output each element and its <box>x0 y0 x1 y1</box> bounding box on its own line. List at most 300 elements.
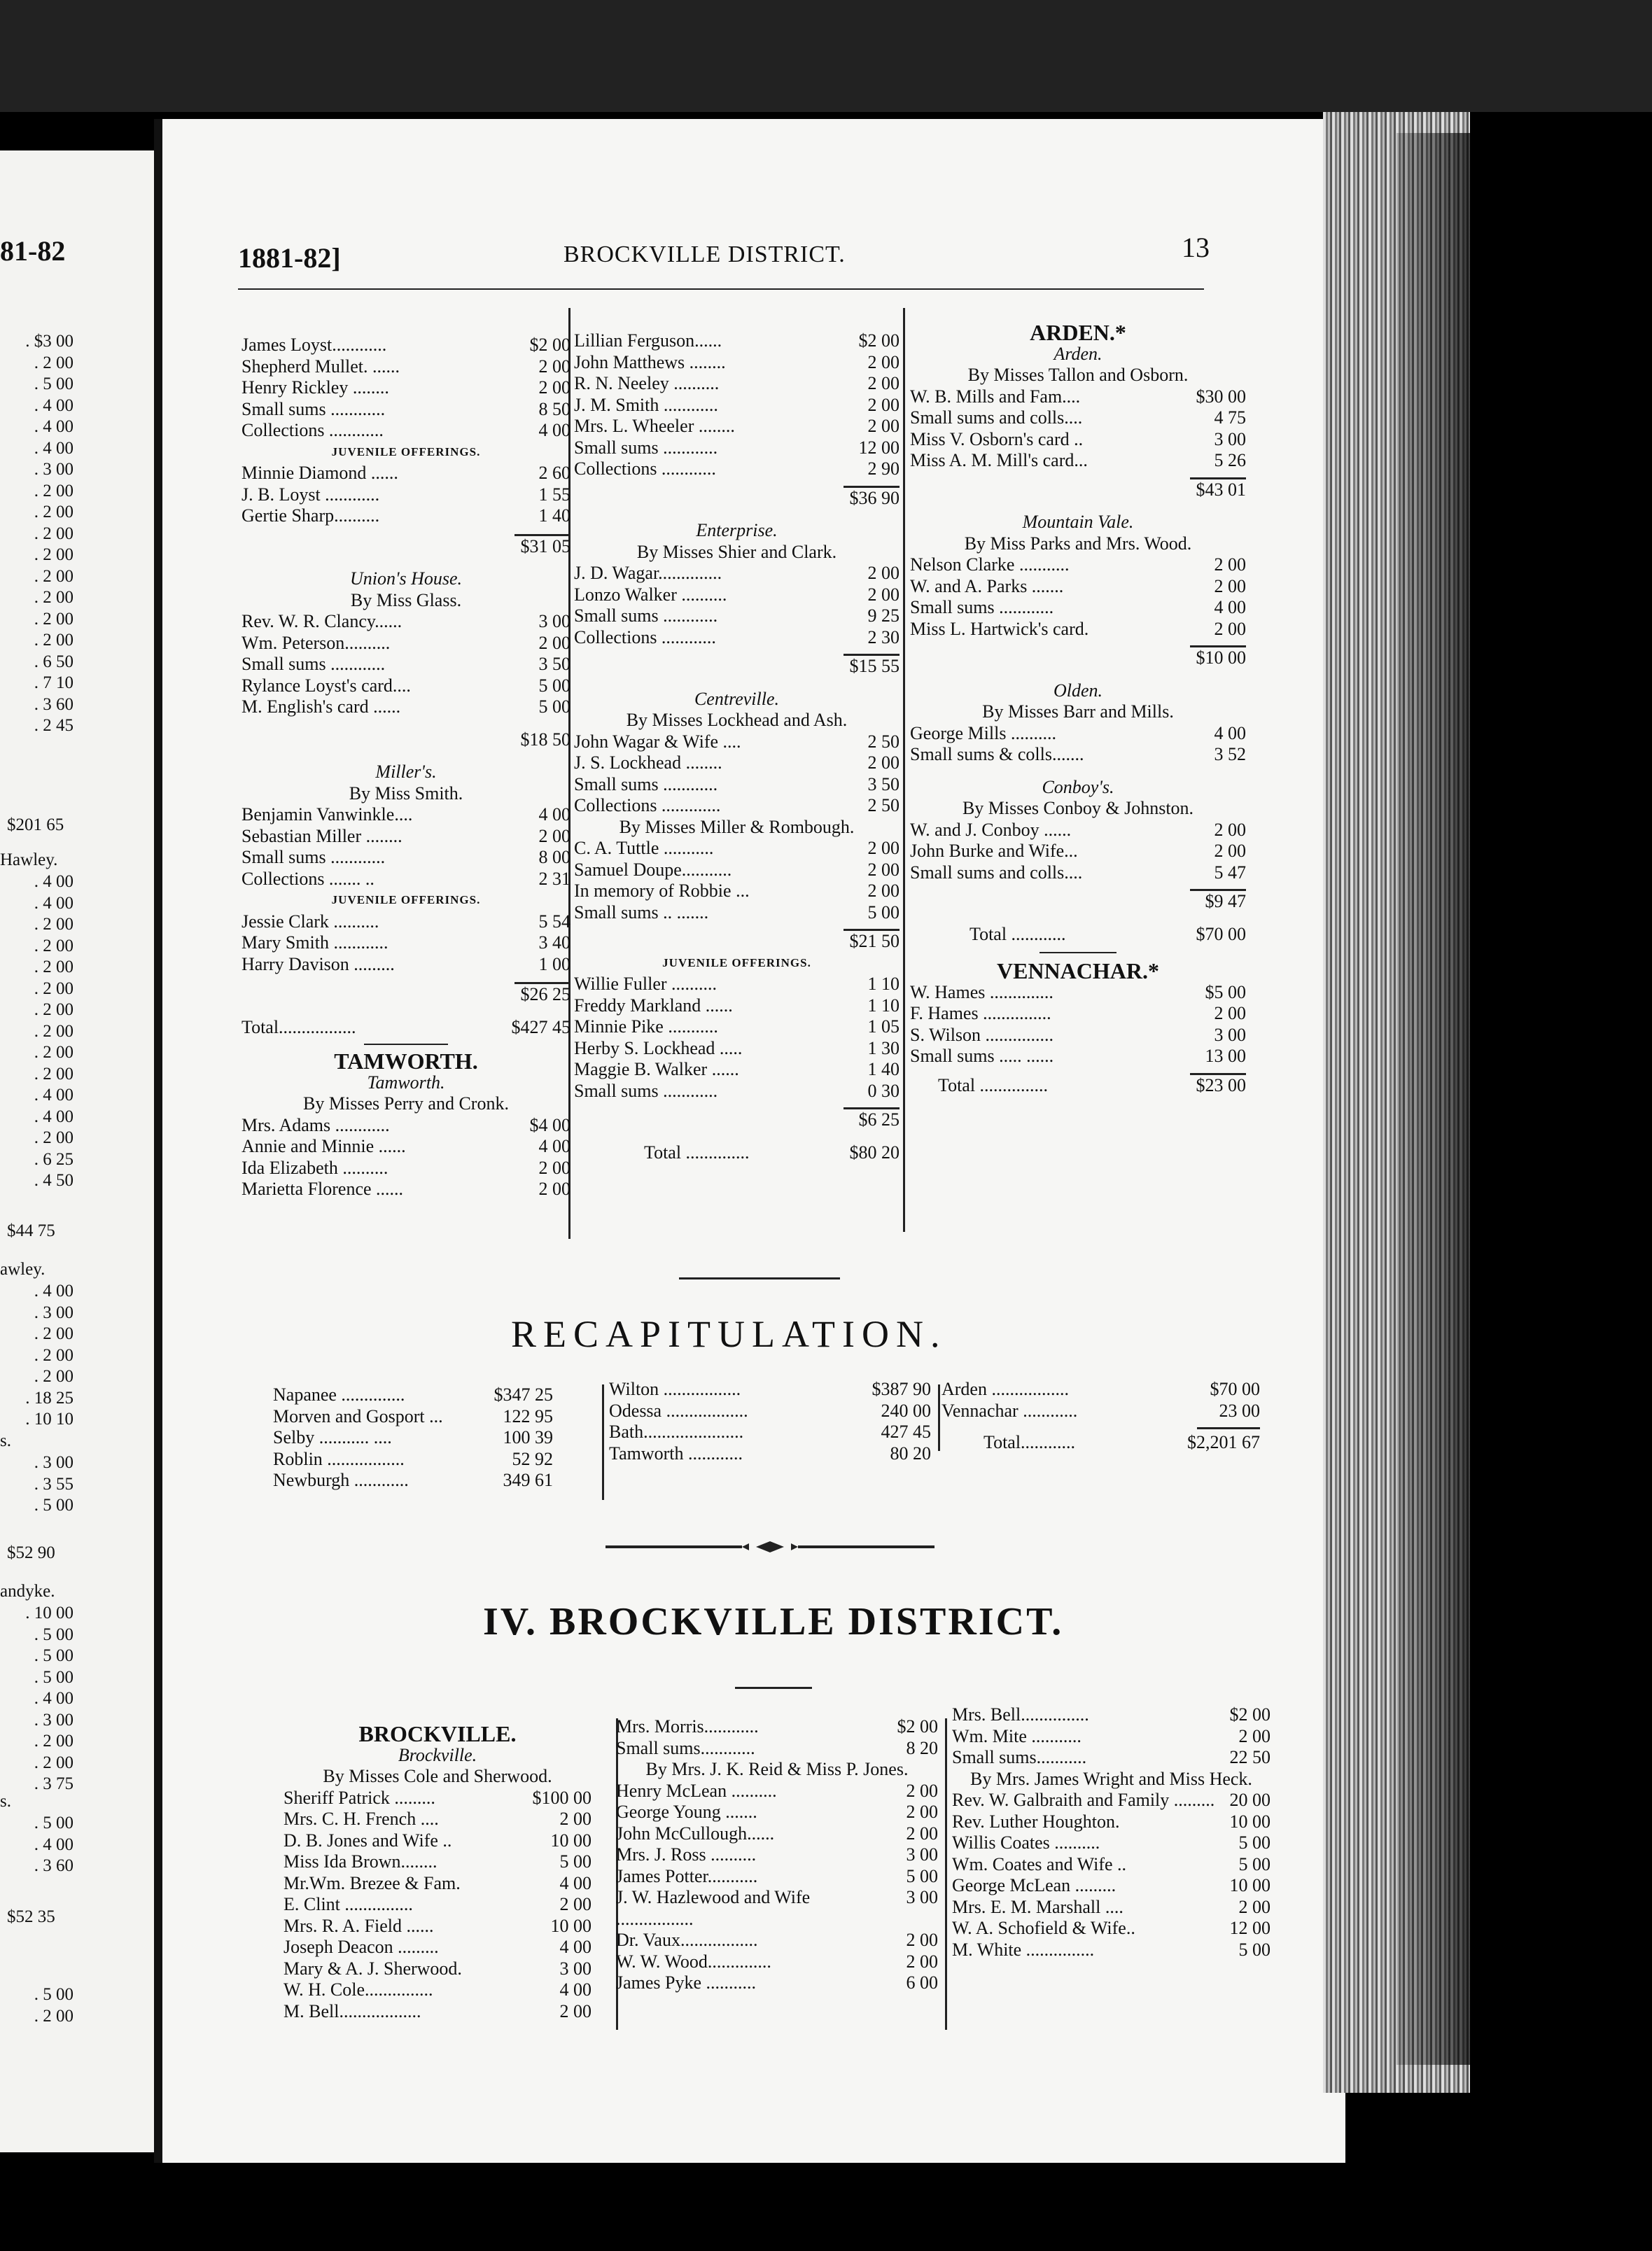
entry-label: M. White ............... <box>952 1939 1095 1960</box>
left-page-value: . 2 00 <box>34 545 74 564</box>
entry-amount: 1 00 <box>538 953 570 974</box>
col2-entries-a <box>574 330 899 480</box>
left-page-value: . 2 00 <box>34 503 74 521</box>
entry-row <box>574 838 899 860</box>
entry-row <box>616 1802 938 1823</box>
entry-label: Willie Fuller .......... <box>574 974 718 994</box>
left-page-value: . 2 00 <box>34 1367 74 1386</box>
entry-label: Rylance Loyst's card.... <box>241 675 411 696</box>
entry-amount: 2 00 <box>559 1809 592 1829</box>
entry-amount: 2 00 <box>867 373 899 393</box>
entry-amount: 3 52 <box>1214 744 1246 764</box>
entry-row <box>241 954 570 976</box>
entry-amount: 4 00 <box>538 1136 570 1156</box>
arden-subtitle: Arden. <box>1054 343 1102 364</box>
section-divider <box>679 1277 840 1279</box>
entry-amount: 349 61 <box>503 1470 553 1490</box>
entry-amount: 2 00 <box>906 1780 938 1801</box>
entry-amount: 2 00 <box>867 416 899 436</box>
entry-amount: 3 50 <box>538 654 570 674</box>
entry-label: Collections ....... .. <box>241 868 374 889</box>
entry-label: Small sums ............ <box>241 398 386 419</box>
entry-amount: 1 05 <box>867 1016 899 1037</box>
entry-amount: 3 00 <box>1214 1024 1246 1045</box>
entry-label: Henry McLean .......... <box>616 1780 777 1801</box>
entry-row <box>910 1046 1246 1067</box>
entry-row <box>952 1832 1270 1854</box>
entry-label: W. Hames .............. <box>910 981 1054 1002</box>
entry-amount: $30 00 <box>1196 386 1246 407</box>
entry-label: Miss A. M. Mill's card... <box>910 450 1088 470</box>
entry-label: Mrs. Bell............... <box>952 1704 1089 1725</box>
entry-label: Small sums........... <box>952 1747 1087 1767</box>
recap-divider-2 <box>938 1384 940 1451</box>
col1-subtotal-c: $26 25 <box>520 984 570 1004</box>
entry-label: Small sums ............ <box>574 773 718 794</box>
entry-label: John Burke and Wife... <box>910 841 1078 861</box>
entry-label: Freddy Markland ...... <box>574 995 733 1016</box>
entry-amount: 20 00 <box>1229 1790 1270 1810</box>
olden-by: By Misses Barr and Mills. <box>982 701 1174 722</box>
entry-amount: 3 40 <box>538 932 570 953</box>
entry-label: Rev. W. Galbraith and Family ......... <box>952 1790 1215 1810</box>
left-page-value: . 2 00 <box>34 979 74 998</box>
entry-row <box>609 1422 931 1443</box>
entry-label: James Pyke ........... <box>616 1972 757 1993</box>
left-page-value: . 2 00 <box>34 1128 74 1147</box>
entry-row <box>941 1401 1260 1422</box>
left-page-fragment <box>0 150 154 2152</box>
entry-row <box>616 1716 938 1738</box>
entry-label: Small sums .. ....... <box>574 902 709 923</box>
arden-by: By Misses Tallon and Osborn. <box>967 365 1189 385</box>
left-page-value: . 2 00 <box>34 1753 74 1772</box>
entry-row <box>952 1854 1270 1876</box>
left-page-value: . 4 00 <box>34 417 74 436</box>
col1-millers-title: Miller's. <box>375 762 437 782</box>
entry-amount: 2 00 <box>1238 1725 1270 1746</box>
entry-amount: 0 30 <box>867 1080 899 1101</box>
left-page-value: . 4 00 <box>34 1086 74 1105</box>
entry-row <box>910 619 1246 640</box>
entry-row <box>273 1384 553 1406</box>
entry-label: Collections ............ <box>241 420 384 440</box>
entry-amount: 10 00 <box>550 1915 592 1936</box>
entry-amount: 13 00 <box>1205 1046 1246 1066</box>
left-page-value: . 4 00 <box>34 1689 74 1708</box>
entry-label: Collections ............ <box>574 458 716 479</box>
left-page-value: . 2 00 <box>34 1064 74 1084</box>
left-page-value: . 3 75 <box>34 1774 74 1793</box>
entry-row <box>609 1443 931 1465</box>
entry-label: E. Clint ............... <box>284 1894 413 1914</box>
enterprise-title: Enterprise. <box>696 520 778 540</box>
entry-row <box>910 386 1246 408</box>
entry-label: Roblin ................. <box>273 1448 405 1469</box>
entry-amount: 2 00 <box>1214 819 1246 840</box>
entry-label: C. A. Tuttle ........... <box>574 838 714 858</box>
district-column-3 <box>952 1704 1270 1961</box>
entry-amount: 2 00 <box>1214 1003 1246 1023</box>
entry-amount: 240 00 <box>881 1400 931 1421</box>
entry-label: Jessie Clark .......... <box>241 911 379 932</box>
left-page-value: . 3 60 <box>34 1856 74 1875</box>
entry-amount: 8 20 <box>906 1737 938 1758</box>
left-page-value: . 2 00 <box>34 481 74 500</box>
entry-amount: 10 00 <box>1229 1875 1270 1895</box>
entry-label: Bath...................... <box>609 1422 744 1442</box>
entry-amount: 3 50 <box>867 773 899 794</box>
scanner-top-band <box>0 0 1652 112</box>
entry-label: Marietta Florence ...... <box>241 1179 404 1199</box>
entry-amount: 5 54 <box>538 911 570 932</box>
entry-amount: 52 92 <box>512 1448 553 1469</box>
entry-label: Nelson Clarke ........... <box>910 554 1070 575</box>
entry-row <box>241 377 570 399</box>
left-page-value: . 5 00 <box>34 1646 74 1665</box>
entry-label: J. S. Lockhead ........ <box>574 752 722 773</box>
left-page-value: . 2 00 <box>34 566 74 586</box>
entry-row <box>241 484 570 506</box>
centreville-by: By Misses Lockhead and Ash. <box>626 710 848 730</box>
col2-entries-d <box>574 838 899 923</box>
entry-amount: 4 00 <box>1214 722 1246 743</box>
left-caption-e: andyke. <box>0 1582 55 1601</box>
enterprise-by: By Misses Shier and Clark. <box>636 541 837 562</box>
left-page-year: 81-82 <box>0 235 66 267</box>
entry-label: Miss V. Osborn's card .. <box>910 428 1084 449</box>
mountain-vale-by: By Miss Parks and Mrs. Wood. <box>964 533 1192 554</box>
entry-label: Mrs. J. Ross .......... <box>616 1844 757 1865</box>
entry-amount: $70 00 <box>1210 1379 1260 1399</box>
entry-label: Mrs. L. Wheeler ........ <box>574 416 735 436</box>
left-values-c <box>0 1281 74 1431</box>
col2-entries-e <box>574 974 899 1102</box>
left-values-e <box>0 1603 74 1795</box>
left-page-value: . 10 00 <box>25 1604 74 1622</box>
left-page-value: . 2 00 <box>34 1324 74 1343</box>
col2-subtotal-a: $36 90 <box>849 487 899 508</box>
entry-row <box>574 995 899 1017</box>
entry-label: Shepherd Mullet. ...... <box>241 356 400 377</box>
entry-amount: 2 00 <box>906 1951 938 1972</box>
entry-row <box>574 563 899 584</box>
col2-entries-b <box>574 563 899 648</box>
entry-amount: 4 00 <box>538 420 570 440</box>
entry-label: S. Wilson ............... <box>910 1024 1054 1045</box>
entry-label: Newburgh ............ <box>273 1470 409 1490</box>
entry-row <box>952 1790 1270 1811</box>
col1-juvenile-heading-b: JUVENILE OFFERINGS. <box>331 893 481 906</box>
entry-row <box>616 1866 938 1888</box>
entry-row <box>574 627 899 649</box>
col1-entries-f <box>241 1115 570 1200</box>
col1-entries-d <box>241 804 570 890</box>
vennachar-total-row <box>910 1075 1246 1097</box>
left-page-value: . 4 00 <box>34 395 74 415</box>
entry-amount: 2 00 <box>906 1823 938 1844</box>
entry-row <box>284 1894 592 1916</box>
entry-row <box>574 584 899 606</box>
entry-label: Herby S. Lockhead ..... <box>574 1037 743 1058</box>
recap-total-value: $2,201 67 <box>1187 1432 1260 1452</box>
entry-label: Henry Rickley ........ <box>241 377 389 398</box>
col3-total-value: $70 00 <box>1196 923 1246 944</box>
left-values-a <box>0 331 74 737</box>
entry-label: Benjamin Vanwinkle.... <box>241 804 413 825</box>
vennachar-total-label: Total ............... <box>938 1074 1049 1095</box>
recap-column-3 <box>941 1379 1260 1454</box>
district-column-1 <box>284 1723 592 2022</box>
left-page-value: . 3 00 <box>34 1453 74 1472</box>
entry-amount: 5 00 <box>1238 1853 1270 1874</box>
district-title-rule <box>735 1687 812 1689</box>
col1-entries-a <box>241 335 570 442</box>
entry-row <box>616 1781 938 1802</box>
entry-row <box>284 1809 592 1830</box>
centreville-title: Centreville. <box>694 688 780 709</box>
entry-label: W. B. Mills and Fam.... <box>910 386 1081 407</box>
entry-label: Sheriff Patrick ......... <box>284 1787 435 1808</box>
entry-amount: 2 00 <box>1214 575 1246 596</box>
entry-label: M. Bell.................. <box>284 2000 421 2021</box>
left-values-b <box>0 871 74 1192</box>
entry-row <box>574 1081 899 1102</box>
entry-label: J. D. Wagar.............. <box>574 563 722 583</box>
entry-row <box>574 752 899 774</box>
entry-row <box>616 1844 938 1866</box>
left-page-value: . 2 00 <box>34 936 74 955</box>
col3-entries-c <box>910 723 1246 766</box>
entry-label: Dr. Vaux................. <box>616 1930 758 1950</box>
entry-amount: $5 00 <box>1205 981 1246 1002</box>
header-title: BROCKVILLE DISTRICT. <box>564 241 846 267</box>
col3-entries-e <box>910 982 1246 1067</box>
left-total-f: $52 35 <box>7 1907 55 1926</box>
entry-amount: 2 60 <box>538 463 570 483</box>
entry-row <box>241 826 570 848</box>
recapitulation-title: RECAPITULATION. <box>511 1313 947 1355</box>
col1-total-row <box>241 1017 570 1039</box>
col2-juvenile-heading: JUVENILE OFFERINGS. <box>662 955 811 969</box>
entry-row <box>910 597 1246 619</box>
entry-row <box>609 1379 931 1401</box>
entry-label: Mrs. Morris............ <box>616 1716 759 1737</box>
entry-label: John Wagar & Wife .... <box>574 731 741 752</box>
left-page-value: . 5 00 <box>34 374 74 393</box>
left-values-g <box>0 1984 74 2027</box>
left-page-value: . 4 50 <box>34 1171 74 1190</box>
left-page-value: . 3 60 <box>34 694 74 714</box>
entry-amount: 2 31 <box>538 868 570 889</box>
entry-row <box>609 1401 931 1422</box>
column-3 <box>910 322 1246 1096</box>
left-page-value: . 5 00 <box>34 1496 74 1515</box>
left-page-value: . 6 50 <box>34 652 74 671</box>
entry-label: Miss L. Hartwick's card. <box>910 618 1089 639</box>
left-page-value: . 5 00 <box>34 1667 74 1687</box>
entry-amount: $2 00 <box>858 330 899 351</box>
col3-subtotal-a: $43 01 <box>1196 479 1246 500</box>
col2-by-miller-rombough: By Misses Miller & Rombough. <box>619 816 855 837</box>
entry-row <box>273 1427 553 1449</box>
district-col3-entries-b <box>952 1790 1270 1961</box>
recap-total-rule <box>1197 1427 1260 1429</box>
entry-label: George McLean ......... <box>952 1875 1116 1895</box>
entry-amount: 1 30 <box>867 1037 899 1058</box>
col3-total-label: Total ............ <box>969 923 1066 944</box>
entry-row <box>284 1873 592 1895</box>
entry-label: Small sums and colls.... <box>910 407 1083 428</box>
entry-row <box>241 1115 570 1137</box>
entry-row <box>616 1887 938 1930</box>
left-page-value: . 5 00 <box>34 1814 74 1832</box>
entry-row <box>910 982 1246 1004</box>
entry-amount: 10 00 <box>1229 1811 1270 1832</box>
entry-amount: $387 90 <box>872 1379 931 1399</box>
entry-amount: 2 00 <box>867 881 899 901</box>
entry-row <box>241 869 570 890</box>
entry-amount: 4 00 <box>1214 597 1246 617</box>
left-page-value: . 3 55 <box>34 1474 74 1494</box>
page-edges-shadow <box>1396 133 1470 2065</box>
entry-row <box>910 862 1246 884</box>
recap-column-2 <box>609 1379 931 1464</box>
entry-label: Arden ................. <box>941 1379 1069 1399</box>
left-page-value: . 10 10 <box>25 1410 74 1429</box>
left-page-value: . 2 00 <box>34 524 74 543</box>
entry-row <box>574 330 899 352</box>
entry-amount: 2 00 <box>867 752 899 773</box>
mountain-vale-title: Mountain Vale. <box>1022 512 1134 532</box>
entry-row <box>941 1379 1260 1401</box>
left-total-d: $52 90 <box>7 1543 55 1562</box>
entry-row <box>616 1951 938 1973</box>
entry-label: Willis Coates .......... <box>952 1832 1100 1853</box>
entry-row <box>574 774 899 796</box>
entry-amount: 80 20 <box>890 1443 931 1464</box>
entry-row <box>574 731 899 753</box>
column-divider-2 <box>903 308 905 1232</box>
entry-row <box>952 1940 1270 1961</box>
col1-subtotal-b: $18 50 <box>520 729 570 750</box>
col2-subtotal-d: $6 25 <box>858 1109 899 1130</box>
entry-row <box>574 373 899 395</box>
entry-row <box>910 841 1246 862</box>
entry-amount: 2 00 <box>559 1894 592 1914</box>
entry-label: Sebastian Miller ........ <box>241 825 402 846</box>
entry-row <box>952 1811 1270 1833</box>
entry-row <box>616 1972 938 1994</box>
col3-total-row <box>910 924 1246 946</box>
entry-label: George Mills .......... <box>910 722 1056 743</box>
entry-label: Mary Smith ............ <box>241 932 388 953</box>
entry-amount: 2 90 <box>867 458 899 479</box>
entry-amount: 3 00 <box>538 611 570 631</box>
header-year: 1881-82] <box>238 242 341 274</box>
entry-row <box>273 1406 553 1428</box>
brockville-heading: BROCKVILLE. <box>358 1721 517 1746</box>
recap-entries-3 <box>941 1379 1260 1422</box>
left-page-value: . 4 00 <box>34 1282 74 1300</box>
entry-amount: 1 40 <box>867 1059 899 1079</box>
column-2 <box>574 330 899 1163</box>
entry-row <box>910 450 1246 472</box>
entry-amount: 3 00 <box>559 1958 592 1979</box>
entry-amount: 22 50 <box>1229 1747 1270 1767</box>
entry-label: Small sums ............ <box>574 437 718 458</box>
entry-amount: 5 00 <box>1238 1939 1270 1960</box>
entry-amount: 2 00 <box>867 584 899 605</box>
entry-amount: 1 40 <box>538 505 570 526</box>
district-col2-entries-a <box>616 1716 938 1759</box>
entry-amount: 2 00 <box>906 1930 938 1950</box>
col1-millers-by: By Miss Smith. <box>349 783 463 804</box>
entry-label: R. N. Neeley .......... <box>574 373 720 393</box>
entry-row <box>616 1930 938 1951</box>
left-page-value: . 3 00 <box>34 460 74 479</box>
entry-amount: 3 00 <box>1214 428 1246 449</box>
entry-row <box>574 902 899 924</box>
entry-label: George Young ....... <box>616 1802 757 1822</box>
entry-label: Minnie Diamond ...... <box>241 463 398 483</box>
entry-label: Rev. W. R. Clancy...... <box>241 611 402 631</box>
tamworth-by: By Misses Perry and Cronk. <box>303 1093 509 1114</box>
entry-amount: 5 47 <box>1214 862 1246 883</box>
left-page-value: . 4 00 <box>34 872 74 891</box>
entry-label: Joseph Deacon ......... <box>284 1937 439 1957</box>
entry-row <box>241 505 570 527</box>
left-page-value: . 4 00 <box>34 893 74 913</box>
entry-row <box>952 1875 1270 1897</box>
entry-amount: 9 25 <box>867 605 899 626</box>
entry-label: M. English's card ...... <box>241 696 401 717</box>
entry-row <box>273 1449 553 1471</box>
entry-row <box>574 395 899 416</box>
left-page-value: . 5 00 <box>34 1625 74 1644</box>
recap-total-label: Total............ <box>983 1432 1076 1452</box>
entry-amount: 2 00 <box>1238 1896 1270 1917</box>
col1-total-value: $427 45 <box>511 1016 570 1037</box>
left-total-a: $201 65 <box>7 815 64 834</box>
entry-row <box>241 399 570 421</box>
entry-row <box>574 860 899 881</box>
recap-divider-1 <box>602 1384 604 1500</box>
entry-row <box>574 1038 899 1060</box>
left-page-value: . 2 00 <box>34 915 74 934</box>
entry-label: Selby ........... .... <box>273 1427 392 1447</box>
district-column-2 <box>616 1716 938 1994</box>
entry-amount: 2 00 <box>867 859 899 880</box>
entry-amount: 2 00 <box>538 632 570 653</box>
entry-amount: 4 00 <box>559 1979 592 2000</box>
entry-label: Odessa .................. <box>609 1400 748 1421</box>
entry-row <box>284 1830 592 1852</box>
entry-row <box>241 847 570 869</box>
col1-entries-c <box>241 611 570 718</box>
entry-row <box>910 1025 1246 1046</box>
recap-total-row <box>941 1432 1260 1454</box>
entry-row <box>284 2001 592 2023</box>
left-page-value: . 2 00 <box>34 353 74 372</box>
column-1 <box>241 335 570 1200</box>
district-title: IV. BROCKVILLE DISTRICT. <box>483 1600 1064 1643</box>
left-page-value: . 2 00 <box>34 588 74 607</box>
entry-amount: 2 00 <box>538 825 570 846</box>
entry-amount: 5 26 <box>1214 450 1246 470</box>
entry-label: Tamworth ............ <box>609 1443 743 1464</box>
entry-amount: 2 00 <box>867 838 899 858</box>
